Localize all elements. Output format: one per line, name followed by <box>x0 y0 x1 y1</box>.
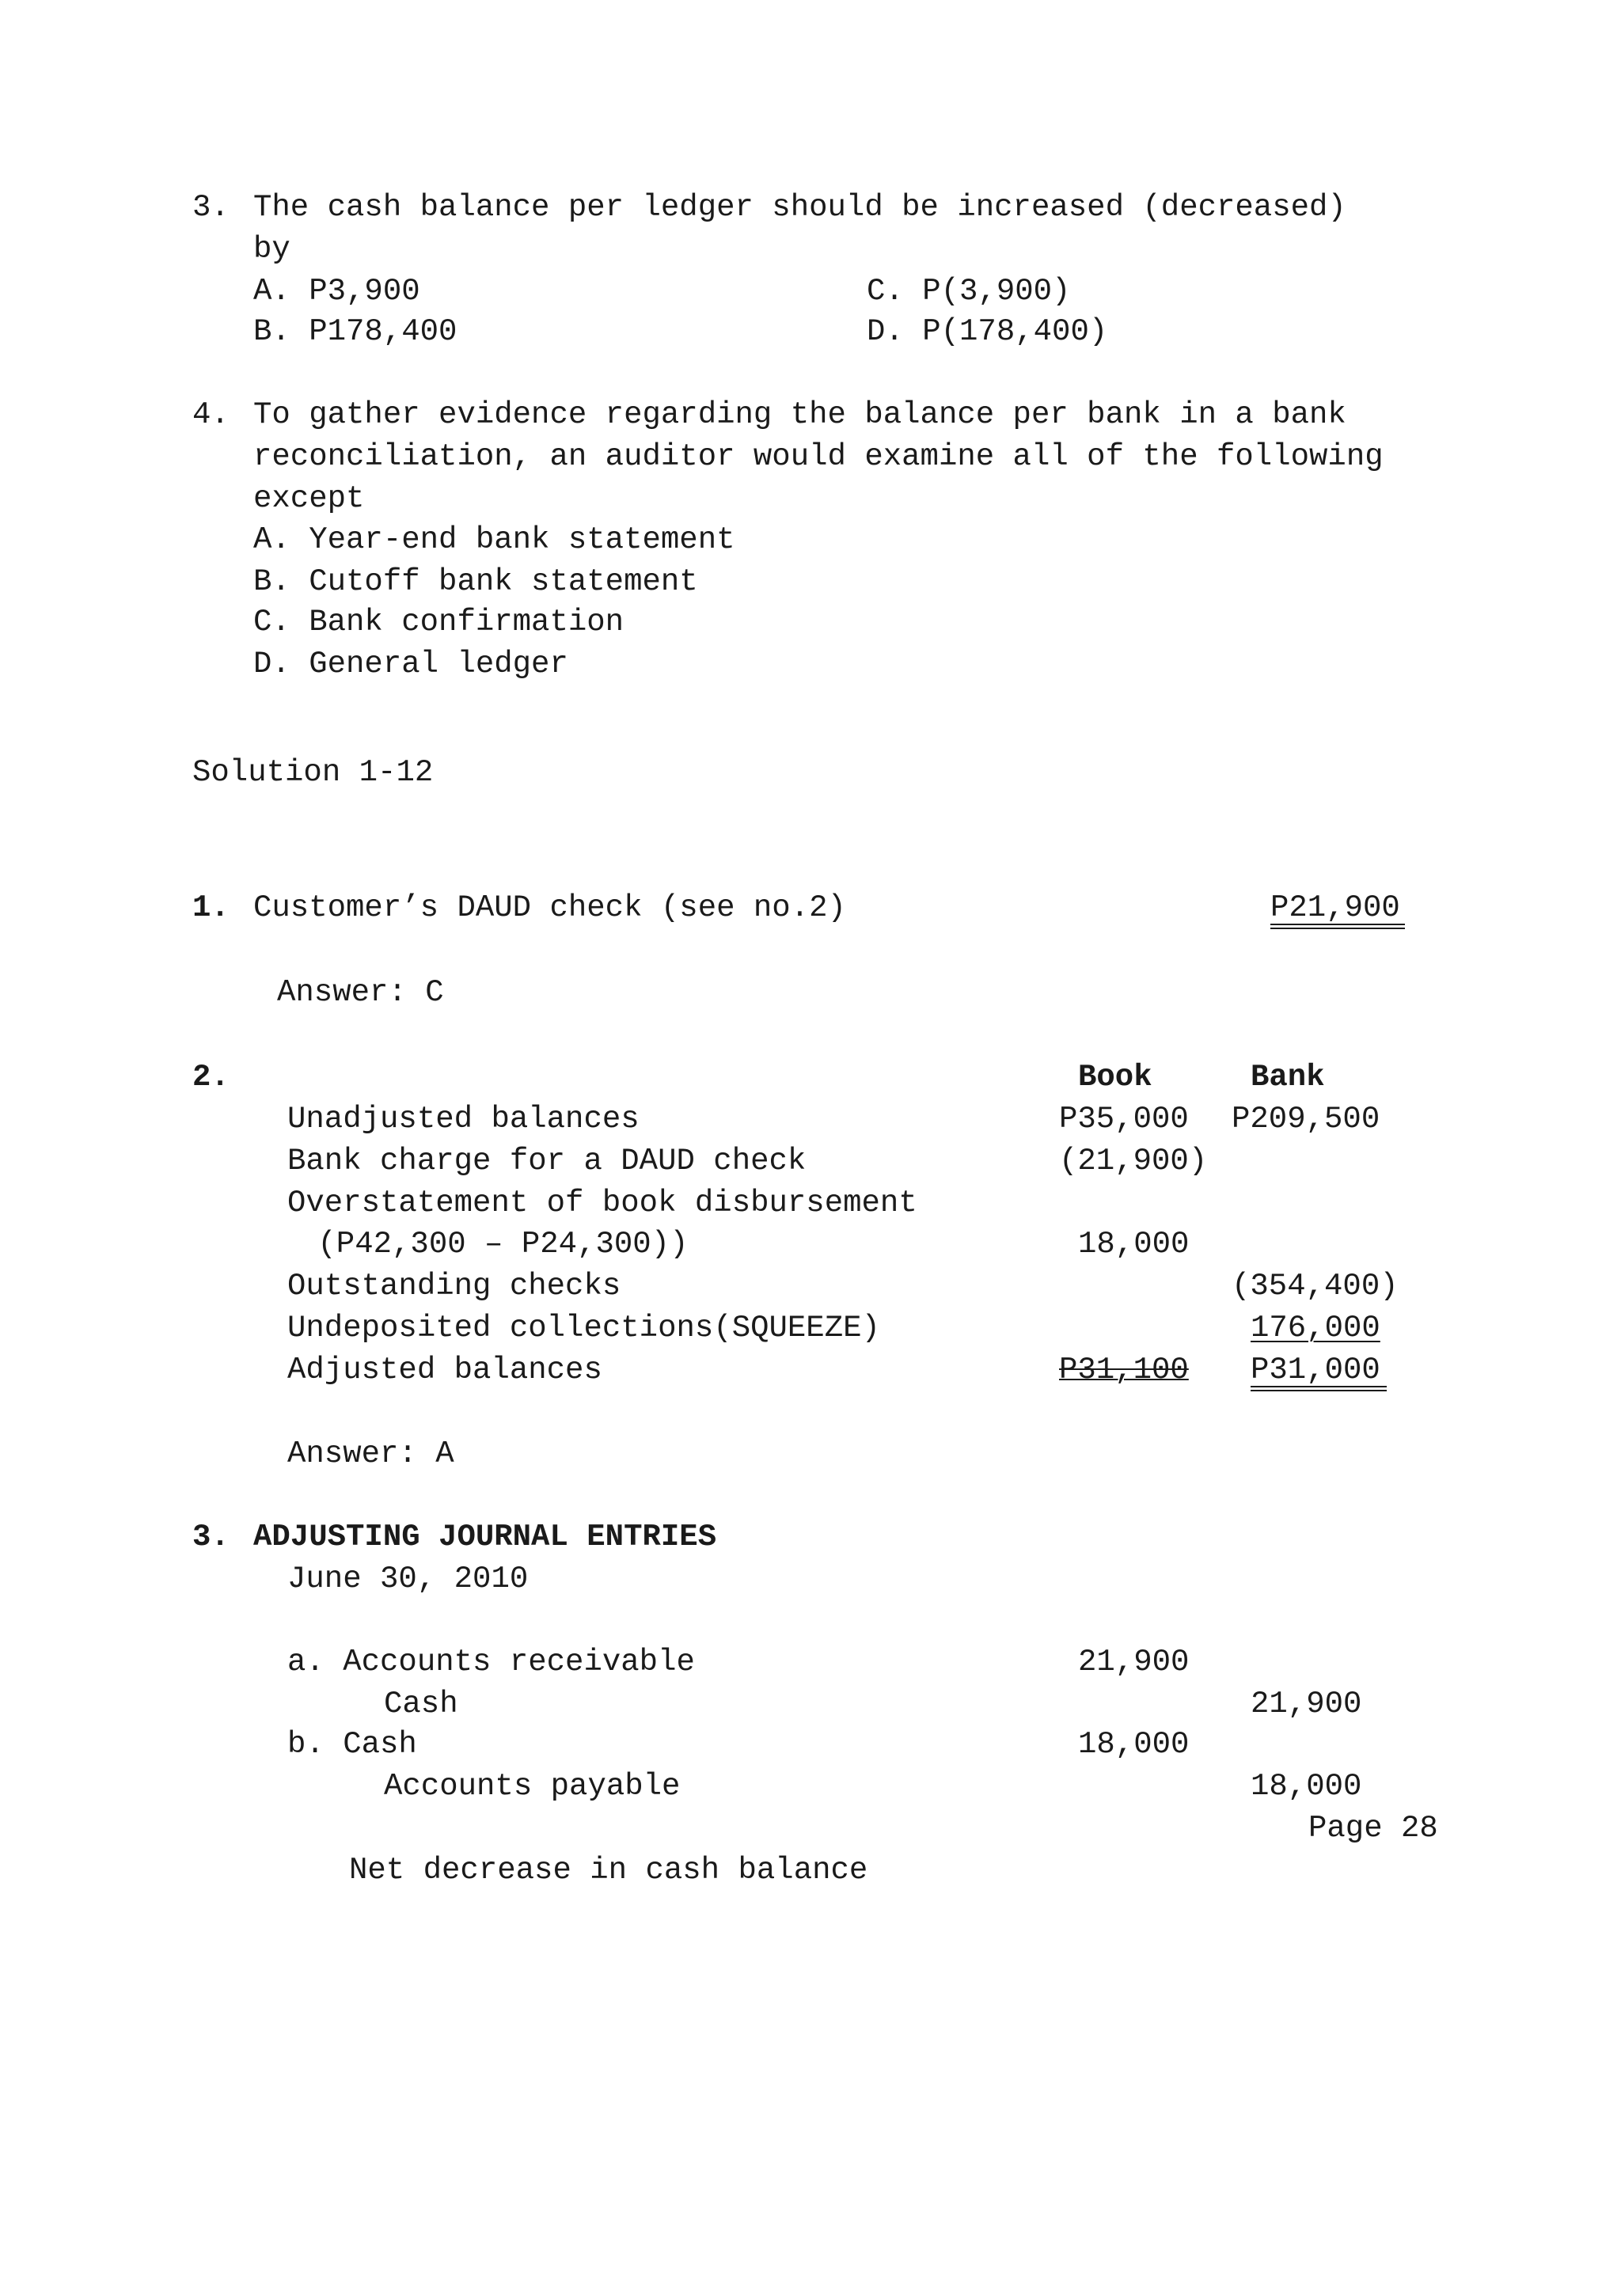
s2-row-bank: 176,000 <box>1251 1311 1380 1345</box>
s2-number: 2. <box>192 1060 230 1095</box>
q3-number: 3. <box>192 190 230 225</box>
s2-row-bank: P209,500 <box>1232 1102 1380 1137</box>
s2-row-label: (P42,300 – P24,300)) <box>299 1227 689 1262</box>
s2-row-label: Overstatement of book disbursement <box>287 1186 917 1220</box>
q4-option-a: A. Year-end bank statement <box>253 522 735 557</box>
s2-row-label: Unadjusted balances <box>287 1102 640 1137</box>
s2-row-book: 18,000 <box>1078 1227 1190 1262</box>
s3-date: June 30, 2010 <box>287 1562 529 1596</box>
s2-answer: Answer: A <box>287 1436 454 1471</box>
s3-entry-label: Cash <box>384 1687 458 1721</box>
page-number: Page 28 <box>1308 1811 1438 1846</box>
s3-entry-label: a. Accounts receivable <box>287 1645 695 1679</box>
net-decrease-label: Net decrease in cash balance <box>349 1853 868 1888</box>
s2-row-book: P35,000 <box>1059 1102 1189 1137</box>
s3-entry-label: Accounts payable <box>384 1769 681 1804</box>
s3-number: 3. <box>192 1520 230 1554</box>
s2-row-label: Bank charge for a DAUD check <box>287 1144 807 1178</box>
s3-entry-debit: 18,000 <box>1078 1727 1190 1762</box>
q4-text-line3: except <box>253 481 365 516</box>
s2-col-bank: Bank <box>1251 1060 1325 1095</box>
solution-title: Solution 1-12 <box>192 755 434 790</box>
q3-text-line2: by <box>253 232 290 267</box>
q4-option-c: C. Bank confirmation <box>253 605 624 639</box>
s3-title: ADJUSTING JOURNAL ENTRIES <box>253 1520 717 1554</box>
s2-row-label: Undeposited collections(SQUEEZE) <box>287 1311 880 1345</box>
s1-answer: Answer: C <box>277 975 444 1010</box>
s3-entry-credit: 21,900 <box>1251 1687 1362 1721</box>
s3-entry-debit: 21,900 <box>1078 1645 1190 1679</box>
s2-row-book: P31,100 <box>1059 1353 1189 1387</box>
s1-amount-double-underline <box>1270 924 1405 929</box>
q4-text-line2: reconciliation, an auditor would examine all of the following <box>253 439 1384 474</box>
s2-row-bank: (354,400) <box>1232 1269 1399 1304</box>
s2-bank-double-underline <box>1251 1386 1387 1391</box>
q3-option-b: B. P178,400 <box>253 314 457 349</box>
s2-row-bank: P31,000 <box>1251 1353 1380 1387</box>
s1-amount: P21,900 <box>1270 890 1400 925</box>
q4-option-d: D. General ledger <box>253 647 568 681</box>
s3-entry-label: b. Cash <box>287 1727 417 1762</box>
s1-text: Customer’s DAUD check (see no.2) <box>253 890 846 925</box>
q3-option-c: C. P(3,900) <box>867 274 1071 309</box>
s2-col-book: Book <box>1078 1060 1152 1095</box>
s1-number: 1. <box>192 890 230 925</box>
q3-option-d: D. P(178,400) <box>867 314 1108 349</box>
s2-row-label: Outstanding checks <box>287 1269 621 1304</box>
s3-entry-credit: 18,000 <box>1251 1769 1362 1804</box>
q4-option-b: B. Cutoff bank statement <box>253 564 698 599</box>
q3-text-line1: The cash balance per ledger should be increased (decreased) <box>253 190 1346 225</box>
q4-text-line1: To gather evidence regarding the balance per bank in a bank <box>253 397 1346 432</box>
s2-row-book: (21,900) <box>1059 1144 1208 1178</box>
q3-option-a: A. P3,900 <box>253 274 420 309</box>
q4-number: 4. <box>192 397 230 432</box>
s2-row-label: Adjusted balances <box>287 1353 602 1387</box>
